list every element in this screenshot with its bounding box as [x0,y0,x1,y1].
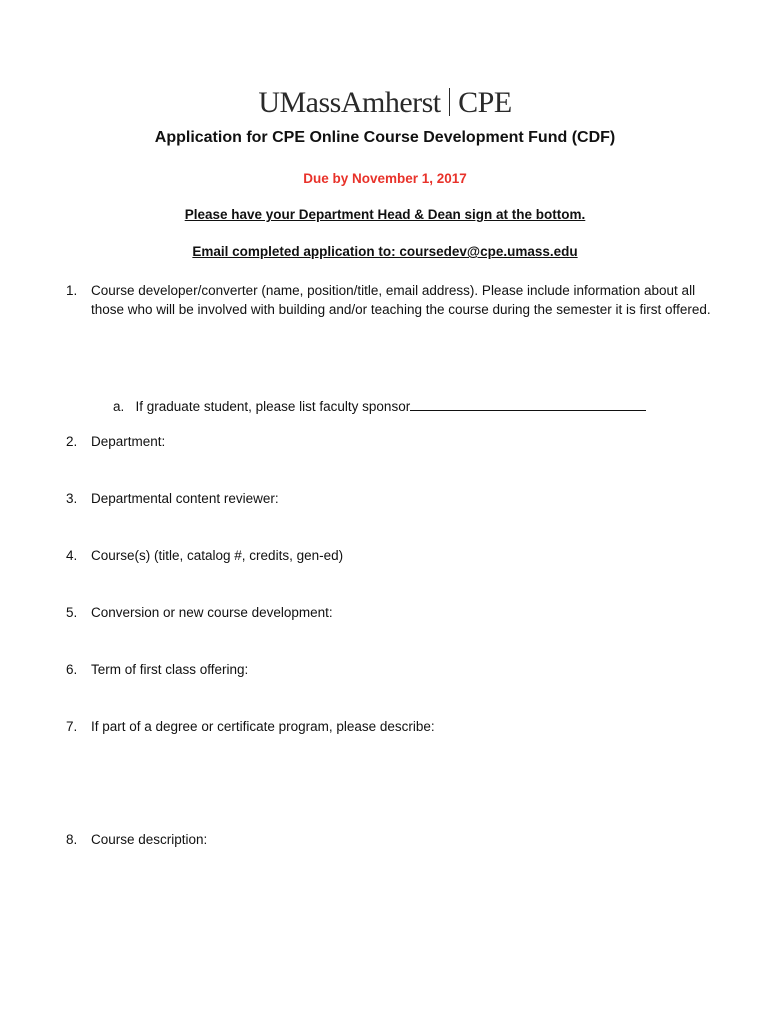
question-text: Conversion or new course development: [91,605,333,620]
logo-umass-text: UMassAmherst [258,86,441,119]
subquestion-text: If graduate student, please list faculty sponsor [135,399,411,414]
form-title: Application for CPE Online Course Development Fund (CDF) [154,129,616,146]
question-number: 1. [66,283,78,298]
question-text: Departmental content reviewer: [91,491,279,506]
question-number: 7. [66,719,78,734]
question-text: Course developer/converter (name, position/title, email address). Please include information about all those who will be involved with building and/or teaching the course during the semester it is first offered. [91,283,711,317]
question-number: 3. [66,491,78,506]
question-number: 2. [66,434,78,449]
umass-cpe-logo [0,86,770,120]
due-date: Due by November 1, 2017 [303,171,467,186]
question-number: 5. [66,605,78,620]
question-text: Course(s) (title, catalog #, credits, gen-ed) [91,548,344,563]
faculty-sponsor-blank[interactable] [410,396,646,411]
question-text: If part of a degree or certificate program, please describe: [91,719,435,734]
question-number: 4. [66,548,78,563]
question-text: Course description: [91,832,208,847]
question-1a [113,396,646,414]
subquestion-label: a. [113,399,125,414]
question-number: 6. [66,662,78,677]
logo-divider [449,88,451,116]
question-text: Term of first class offering: [91,662,249,677]
logo-cpe-text: CPE [458,86,512,119]
question-number: 8. [66,832,78,847]
question-text: Department: [91,434,166,449]
signature-instruction: Please have your Department Head & Dean sign at the bottom. [184,207,586,222]
email-instruction: Email completed application to: coursedev@cpe.umass.edu [192,244,578,259]
